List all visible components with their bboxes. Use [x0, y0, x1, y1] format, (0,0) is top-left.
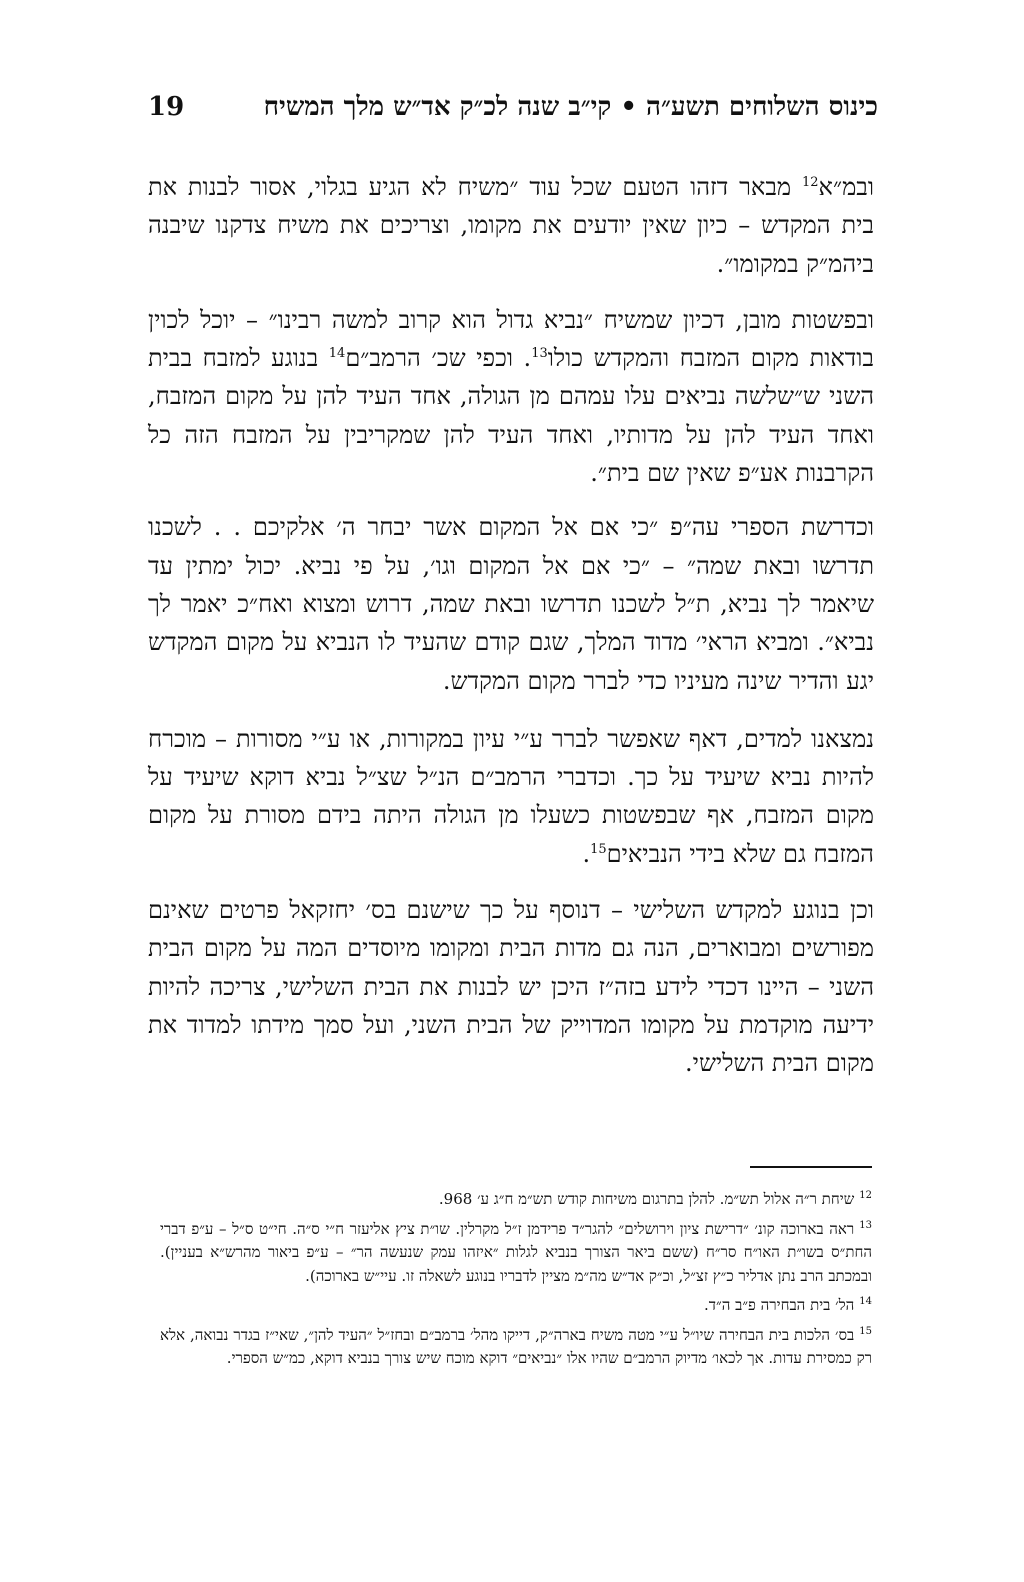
running-head: [148, 92, 878, 122]
paragraph-text: בנוגע למזבח בבית השני ש״שלשה נביאים עלו עמהם מן הגולה, אחד העיד להן על מקום המזבח, ואחד העיד להן על מדותיו, ואחד העיד להן שמקריבין על המזבח הזה כל הקרבנות אע״פ שאין שם בית״.: [148, 344, 874, 488]
paragraph-text: וכדרשת הספרי עה״פ ״כי אם אל המקום אשר יבחר ה׳ אלקיכם . . לשכנו תדרשו ובאת שמה״ – ״כי אם אל המקום וגו׳, על פי נביא. יכול ימתין עד שיאמר לך נביא, ת״ל לשכנו תדרשו ובאת שמה, דרוש ומצוא ואח״כ יאמר לך נביא״. ומביא הראי׳ מדוד המלך, שגם קודם שהעיד לו הנביא על מקום המקדש יגע והדיר שינה מעיניו כדי לברר מקום המקדש.: [148, 513, 874, 695]
footnote: [160, 1324, 872, 1371]
footnote-reference: 13: [531, 346, 548, 362]
footnote: [160, 1294, 872, 1318]
running-head-title: כינוס השלוחים תשע״ה • קי״ב שנה לכ״ק אד״ש מלך המשיח: [263, 92, 878, 122]
paragraph-text: מבאר דזהו הטעם שכל עוד ״משיח לא הגיע בגלוי, אסור לבנות את בית המקדש – כיון שאין יודעים את מקומו, וצריכים את משיח צדקנו שיבנה ביהמ״ק במקומו״.: [148, 173, 874, 278]
footnote-number: 13: [859, 1219, 872, 1231]
paragraph-text: וכן בנוגע למקדש השלישי – דנוסף על כך שישנם בס׳ יחזקאל פרטים שאינם מפורשים ומבוארים, הנה גם מדות הבית ומקומו מיוסדים המה על מקום הבית השני – היינו דכדי לידע בזה״ז היכן יש לבנות את הבית השלישי, צריכה להיות ידיעה מוקדמת על מקומו המדוייק של הבית השני, ועל סמך מידתו למדוד את מקום הבית השלישי.: [148, 896, 875, 1078]
paragraph: [148, 168, 874, 283]
footnote-divider: [750, 1166, 872, 1168]
paragraph: [148, 301, 874, 492]
footnotes-section: [160, 1188, 872, 1377]
footnote-text: שיחת ר״ה אלול תש״מ. להלן בתרגום משיחות קודש תש״מ ח״ג ע׳ 968.: [438, 1190, 855, 1208]
main-text: [148, 168, 874, 1101]
footnote-reference: 15: [590, 841, 607, 857]
footnote-text: בס׳ הלכות בית הבחירה שיו״ל ע״י מטה משיח בארה״ק, דייקו מהל׳ ברמב״ם ובחז״ל ״העיד להן״, שאי״ז בגדר נבואה, אלא רק כמסירת עדות. אך לכאו׳ מדיוק הרמב״ם שהיו אלו ״נביאים״ דוקא מוכח שיש צורך בנביא דוקא, כמ״ש הספרי.: [160, 1325, 872, 1367]
paragraph-text: נמצאנו למדים, דאף שאפשר לברר ע״י עיון במקורות, או ע״י מסורות – מוכרח להיות נביא שיעיד על כך. וכדברי הרמב״ם הנ״ל שצ״ל נביא דוקא שיעיד על מקום המזבח, אף שבפשטות כשעלו מן הגולה היתה בידם מסורת על מקום המזבח גם שלא בידי הנביאים: [148, 724, 874, 868]
footnote-number: 12: [859, 1190, 872, 1201]
paragraph: [148, 508, 874, 699]
footnote-number: 15: [859, 1325, 872, 1337]
footnote-text: הל׳ בית הבחירה פ״ב ה״ד.: [704, 1296, 855, 1314]
paragraph: [148, 720, 874, 873]
paragraph-text: . וכפי שכ׳ הרמב״ם: [345, 344, 532, 373]
page-number: 19: [148, 92, 185, 122]
footnote: [160, 1188, 872, 1212]
footnote: [160, 1218, 872, 1289]
paragraph-text: ובמ״א: [818, 173, 874, 201]
footnote-number: 14: [859, 1296, 872, 1307]
paragraph-text: .: [582, 839, 591, 868]
paragraph-text: ובפשטות מובן, דכיון שמשיח ״נביא גדול הוא קרוב למשה רבינו״ – יוכל לכוין בודאות מקום המזבח והמקדש כולו: [148, 305, 875, 373]
footnote-reference: 14: [328, 346, 346, 362]
footnote-reference: 12: [802, 175, 819, 190]
footnote-text: ראה בארוכה קונ׳ ״דרישת ציון וירושלים״ להגר״ד פרידמן ז״ל מקרלין. שו״ת ציץ אליעזר ח״י ס״ה. חי״ט ס״ל – ע״פ דברי החת״ס בשו״ת האו״ח סר״ח (ששם ביאר הצורך בנביא לגלות ״איזהו עמק שנעשה הר״ – ע״פ ביאור מהרש״א בעניין). ובמכתב הרב נתן אדליר כ״ץ זצ״ל, וכ״ק אד״ש מה״מ מציין לדבריו בנוגע לשאלה זו. עיי״ש בארוכה).: [160, 1219, 872, 1285]
paragraph: [148, 891, 874, 1082]
